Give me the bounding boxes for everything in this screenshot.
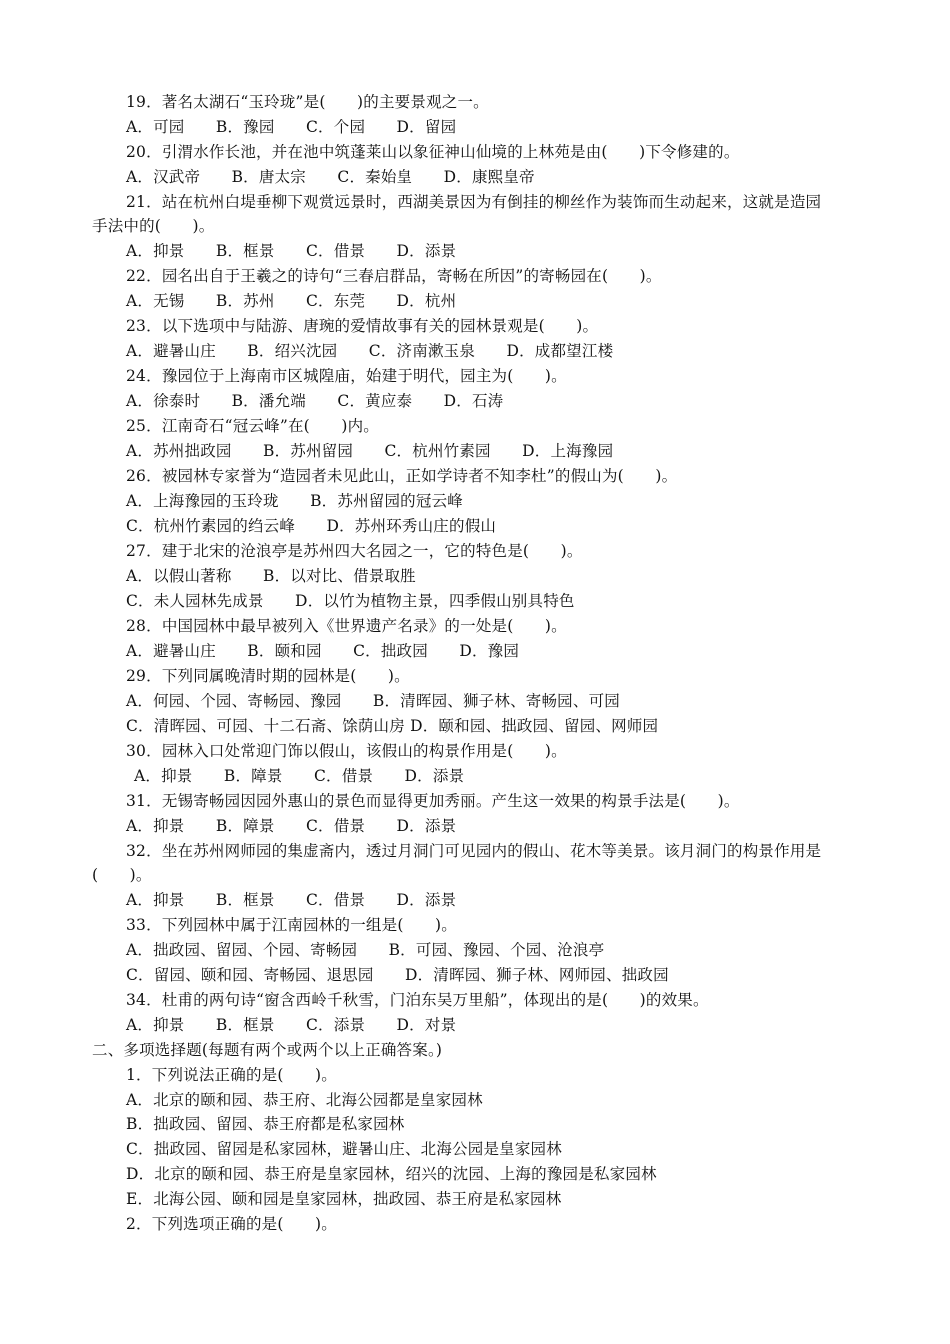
mc-option-1e: E．北海公园、颐和园是皇家园林，拙政园、恭王府是私家园林 bbox=[126, 1190, 562, 1208]
options-29-ab: A．何园、个园、寄畅园、豫园 B．清晖园、狮子林、寄畅园、可园 bbox=[126, 692, 620, 710]
question-23: 23．以下选项中与陆游、唐琬的爱情故事有关的园林景观是( )。 bbox=[126, 317, 599, 335]
options-34: A．抑景 B．框景 C．添景 D．对景 bbox=[126, 1016, 457, 1034]
options-19: A．可园 B．豫园 C．个园 D．留园 bbox=[126, 118, 457, 136]
options-21: A．抑景 B．框景 C．借景 D．添景 bbox=[126, 242, 457, 260]
question-22: 22．园名出自于王羲之的诗句“三春启群品，寄畅在所因”的寄畅园在( )。 bbox=[126, 267, 662, 285]
options-27-cd: C．未人园林先成景 D．以竹为植物主景，四季假山别具特色 bbox=[126, 592, 575, 610]
question-21: 21．站在杭州白堤垂柳下观赏远景时，西湖美景因为有倒挂的柳丝作为装饰而生动起来，这就是造园 bbox=[126, 193, 822, 211]
options-28: A．避暑山庄 B．颐和园 C．拙政园 D．豫园 bbox=[126, 642, 520, 660]
question-32-cont: ( )。 bbox=[92, 866, 152, 884]
options-22: A．无锡 B．苏州 C．东莞 D．杭州 bbox=[126, 292, 457, 310]
options-32: A．抑景 B．框景 C．借景 D．添景 bbox=[126, 891, 457, 909]
options-29-cd: C．清晖园、可园、十二石斋、馀荫山房 D．颐和园、拙政园、留园、网师园 bbox=[126, 717, 659, 735]
question-26: 26．被园林专家誉为“造园者未见此山，正如学诗者不知李杜”的假山为( )。 bbox=[126, 467, 678, 485]
options-24: A．徐泰时 B．潘允端 C．黄应泰 D．石涛 bbox=[126, 392, 504, 410]
question-32: 32．坐在苏州网师园的集虚斋内，透过月洞门可见园内的假山、花木等美景。该月洞门的构景作用是 bbox=[126, 842, 822, 860]
options-33-ab: A．拙政园、留园、个园、寄畅园 B．可园、豫园、个园、沧浪亭 bbox=[126, 941, 605, 959]
question-20: 20．引渭水作长池，并在池中筑蓬莱山以象征神山仙境的上林苑是由( )下令修建的。 bbox=[126, 143, 740, 161]
question-25: 25．江南奇石“冠云峰”在( )内。 bbox=[126, 417, 379, 435]
options-30: A．抑景 B．障景 C．借景 D．添景 bbox=[134, 767, 465, 785]
options-33-cd: C．留园、颐和园、寄畅园、退思园 D．清晖园、狮子林、网师园、拙政园 bbox=[126, 966, 669, 984]
question-30: 30．园林入口处常迎门饰以假山，该假山的构景作用是( )。 bbox=[126, 742, 567, 760]
question-29: 29．下列同属晚清时期的园林是( )。 bbox=[126, 667, 410, 685]
mc-question-1: 1．下列说法正确的是( )。 bbox=[126, 1066, 337, 1084]
question-31: 31．无锡寄畅园因园外惠山的景色而显得更加秀丽。产生这一效果的构景手法是( )。 bbox=[126, 792, 740, 810]
mc-question-2: 2．下列选项正确的是( )。 bbox=[126, 1215, 337, 1233]
question-19: 19．著名太湖石“玉玲珑”是( )的主要景观之一。 bbox=[126, 93, 489, 111]
options-23: A．避暑山庄 B．绍兴沈园 C．济南漱玉泉 D．成都望江楼 bbox=[126, 342, 614, 360]
question-21-cont: 手法中的( )。 bbox=[92, 217, 215, 235]
mc-option-1d: D．北京的颐和园、恭王府是皇家园林，绍兴的沈园、上海的豫园是私家园林 bbox=[126, 1165, 657, 1183]
question-34: 34．杜甫的两句诗“窗含西岭千秋雪，门泊东吴万里船”，体现出的是( )的效果。 bbox=[126, 991, 709, 1009]
mc-option-1c: C．拙政园、留园是私家园林，避暑山庄、北海公园是皇家园林 bbox=[126, 1140, 562, 1158]
question-24: 24．豫园位于上海南市区城隍庙，始建于明代，园主为( )。 bbox=[126, 367, 567, 385]
question-33: 33．下列园林中属于江南园林的一组是( )。 bbox=[126, 916, 457, 934]
mc-option-1a: A．北京的颐和园、恭王府、北海公园都是皇家园林 bbox=[126, 1091, 483, 1109]
options-26-ab: A．上海豫园的玉玲珑 B．苏州留园的冠云峰 bbox=[126, 492, 463, 510]
options-25: A．苏州拙政园 B．苏州留园 C．杭州竹素园 D．上海豫园 bbox=[126, 442, 614, 460]
question-27: 27．建于北宋的沧浪亭是苏州四大名园之一，它的特色是( )。 bbox=[126, 542, 583, 560]
options-26-cd: C．杭州竹素园的绉云峰 D．苏州环秀山庄的假山 bbox=[126, 517, 497, 535]
options-31: A．抑景 B．障景 C．借景 D．添景 bbox=[126, 817, 457, 835]
options-27-ab: A．以假山著称 B．以对比、借景取胜 bbox=[126, 567, 416, 585]
question-28: 28．中国园林中最早被列入《世界遗产名录》的一处是( )。 bbox=[126, 617, 567, 635]
mc-option-1b: B．拙政园、留园、恭王府都是私家园林 bbox=[126, 1115, 405, 1133]
section-heading-multiple-choice: 二、多项选择题(每题有两个或两个以上正确答案。) bbox=[92, 1041, 443, 1059]
options-20: A．汉武帝 B．唐太宗 C．秦始皇 D．康熙皇帝 bbox=[126, 168, 535, 186]
